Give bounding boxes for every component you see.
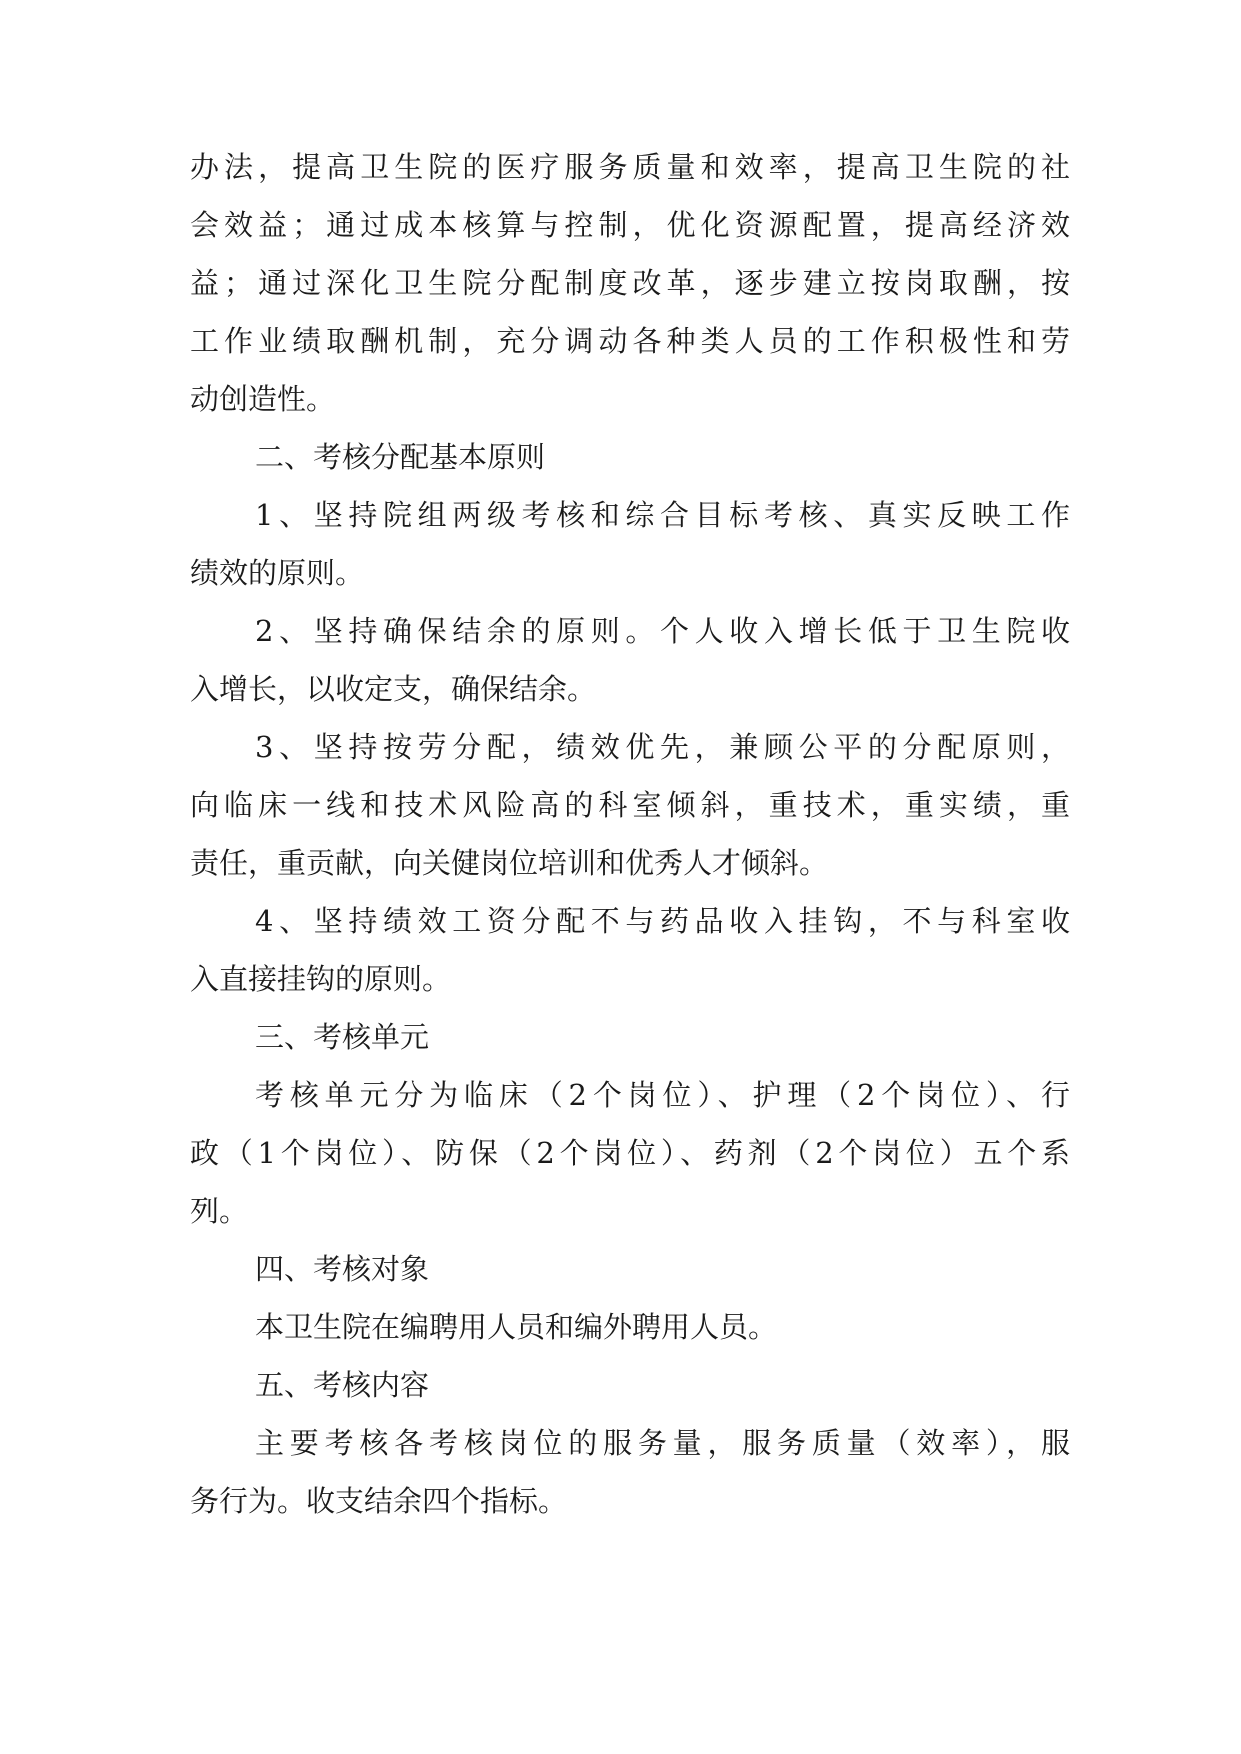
paragraph-line: 3、坚持按劳分配，绩效优先，兼顾公平的分配原则，: [255, 730, 1070, 764]
paragraph-line: 入增长，以收定支，确保结余。: [190, 672, 597, 706]
paragraph-line: 办法，提高卫生院的医疗服务质量和效率，提高卫生院的社: [190, 150, 1070, 184]
paragraph-line: 本卫生院在编聘用人员和编外聘用人员。: [255, 1310, 778, 1344]
paragraph-line: 责任，重贡献，向关健岗位培训和优秀人才倾斜。: [190, 846, 829, 880]
paragraph-line: 会效益；通过成本核算与控制，优化资源配置，提高经济效: [190, 208, 1070, 242]
paragraph-line: 向临床一线和技术风险高的科室倾斜，重技术，重实绩，重: [190, 788, 1070, 822]
paragraph-line: 2、坚持确保结余的原则。个人收入增长低于卫生院收: [255, 614, 1070, 648]
paragraph-line: 考核单元分为临床（2个岗位）、护理（2个岗位）、行: [255, 1078, 1070, 1112]
section-heading: 五、考核内容: [255, 1368, 430, 1402]
paragraph-line: 主要考核各考核岗位的服务量，服务质量（效率），服: [255, 1426, 1070, 1460]
paragraph-line: 入直接挂钩的原则。: [190, 962, 452, 996]
paragraph-line: 务行为。收支结余四个指标。: [190, 1484, 568, 1518]
paragraph-line: 4、坚持绩效工资分配不与药品收入挂钩，不与科室收: [255, 904, 1070, 938]
paragraph-line: 益；通过深化卫生院分配制度改革，逐步建立按岗取酬，按: [190, 266, 1070, 300]
paragraph-line: 政（1个岗位）、防保（2个岗位）、药剂（2个岗位）五个系: [190, 1136, 1070, 1170]
paragraph-line: 工作业绩取酬机制，充分调动各种类人员的工作积极性和劳: [190, 324, 1070, 358]
section-heading: 四、考核对象: [255, 1252, 430, 1286]
paragraph-line: 1、坚持院组两级考核和综合目标考核、真实反映工作: [255, 498, 1070, 532]
section-heading: 三、考核单元: [255, 1020, 430, 1054]
paragraph-line: 绩效的原则。: [190, 556, 365, 590]
paragraph-line: 动创造性。: [190, 382, 336, 416]
section-heading: 二、考核分配基本原则: [255, 440, 546, 474]
paragraph-line: 列。: [190, 1194, 249, 1228]
